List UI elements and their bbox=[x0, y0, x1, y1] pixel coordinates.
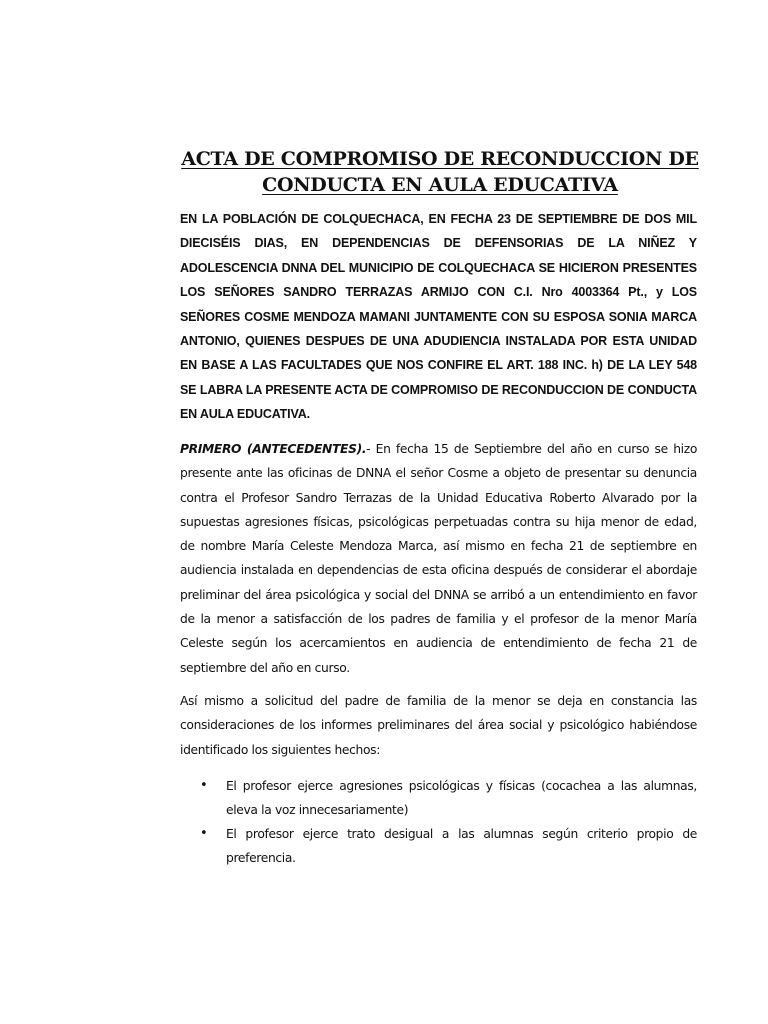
primero-heading: PRIMERO (ANTECEDENTES). bbox=[180, 442, 367, 456]
document-title-line-2: CONDUCTA EN AULA EDUCATIVA bbox=[262, 174, 618, 196]
list-item bbox=[200, 774, 697, 822]
asimismo-paragraph: Así mismo a solicitud del padre de familia de la menor se deja en constancia las consideraciones de los informes preliminares del área social y psicológico habiéndose identificado los siguientes hechos: bbox=[180, 694, 697, 757]
bullet-icon: • bbox=[200, 826, 208, 841]
list-item-text: El profesor ejerce agresiones psicológicas y físicas (cocachea a las alumnas, eleva la voz innecesariamente) bbox=[226, 779, 697, 817]
primero-text: - En fecha 15 de Septiembre del año en curso se hizo presente ante las oficinas de DNNA el señor Cosme a objeto de presentar su denuncia contra el Profesor Sandro Terrazas de la Unidad Educativa Roberto Alvarado por la supuestas agresiones físicas, psicológicas perpetuadas contra su hija menor de edad, de nombre María Celeste Mendoza Marca, así mismo en fecha 21 de septiembre en audiencia instalada en dependencias de esta oficina después de considerar el abordaje preliminar del área psicológica y social del DNNA se arribó a un entendimiento en favor de la menor a satisfacción de los padres de familia y el profesor de la menor María Celeste según los acercamientos en audiencia de entendimiento de fecha 21 de septiembre del año en curso. bbox=[180, 442, 697, 675]
primero-paragraph bbox=[180, 437, 697, 680]
list-item bbox=[200, 822, 697, 870]
intro-paragraph: EN LA POBLACIÓN DE COLQUECHACA, EN FECHA 23 DE SEPTIEMBRE DE DOS MIL DIECISÉIS DIAS, EN DEPENDENCIAS DE DEFENSORIAS DE LA NIÑEZ Y ADOLESCENCIA DNNA DEL MUNICIPIO DE COLQUECHACA SE HICIERON PRESENTES LOS SEÑORES SANDRO TERRAZAS ARMIJO CON C.I. Nro 4003364 Pt., y LOS SEÑORES COSME MENDOZA MAMANI JUNTAMENTE CON SU ESPOSA SONIA MARCA ANTONIO, QUIENES DESPUES DE UNA ADUDIENCIA INSTALADA POR ESTA UNIDAD EN BASE A LAS FACULTADES QUE NOS CONFIRE EL ART. 188 INC. h) DE LA LEY 548 SE LABRA LA PRESENTE ACTA DE COMPROMISO DE RECONDUCCION DE CONDUCTA EN AULA EDUCATIVA. bbox=[180, 212, 697, 422]
facts-list bbox=[200, 774, 697, 870]
list-item-text: El profesor ejerce trato desigual a las alumnas según criterio propio de preferencia. bbox=[226, 827, 697, 865]
bullet-icon: • bbox=[200, 778, 208, 793]
document-title bbox=[150, 146, 730, 198]
document-title-line-1: ACTA DE COMPROMISO DE RECONDUCCION DE bbox=[181, 148, 699, 170]
